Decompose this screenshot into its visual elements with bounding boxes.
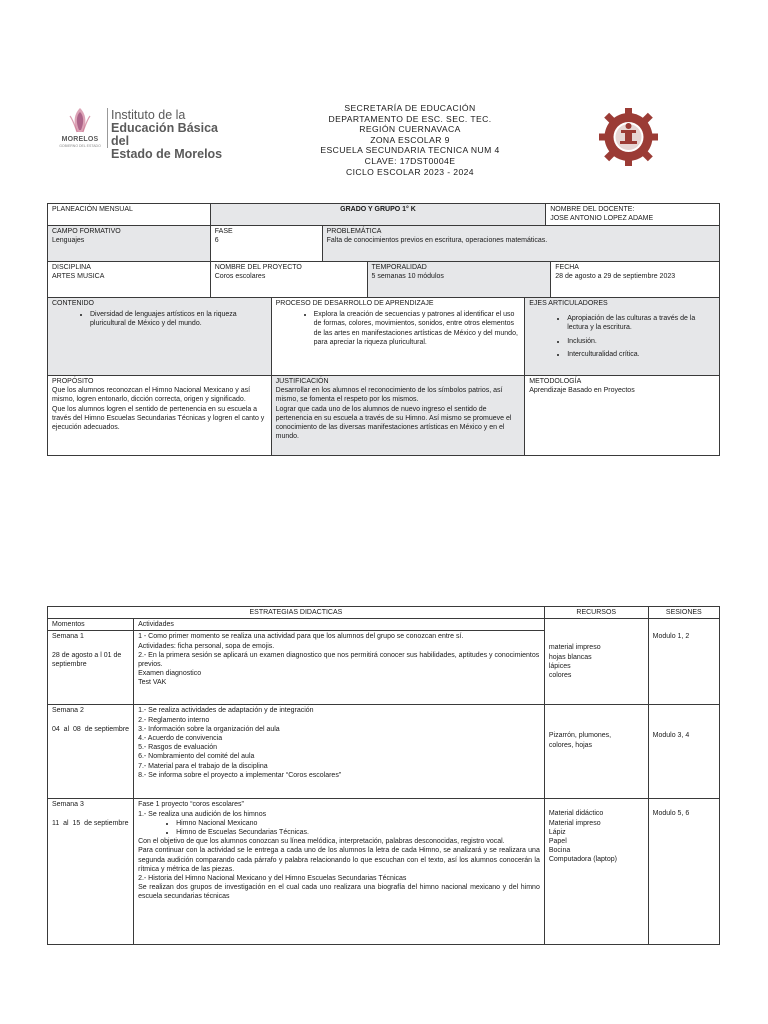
recurso-item: Material impreso — [548, 819, 601, 827]
metodologia-label: METODOLOGÍA — [529, 378, 582, 385]
actividad-line: 8.- Se informa sobre el proyecto a implementar “Coros escolares” — [138, 771, 342, 779]
morelos-emblem-icon — [65, 106, 95, 134]
ejes-cell — [525, 298, 720, 376]
fecha-cell — [551, 262, 720, 298]
header-line: REGIÓN CUERNAVACA — [359, 124, 461, 135]
actividad-line: Se realizan dos grupos de investigación en el cual cada uno realizara una biografía del himno nacional mexicano y del himno escuela secundarias técnicas — [138, 884, 540, 901]
contenido-item: • Diversidad de lenguajes artísticos en la riqueza pluricultural de México y del mundo. — [90, 310, 267, 328]
proceso-list — [276, 310, 521, 347]
fase-label: FASE — [214, 228, 233, 235]
strategies-table — [47, 606, 720, 945]
metodologia-cell — [525, 376, 720, 456]
table-row — [48, 705, 720, 799]
actividades-cell — [134, 705, 545, 799]
grado-grupo: GRADO Y GRUPO 1° K — [210, 204, 545, 226]
actividad-line: 6.- Nombramiento del comité del aula — [138, 753, 255, 761]
planning-table — [47, 203, 720, 226]
semana-label: Semana 2 — [52, 707, 84, 715]
actividad-line: 2.- En la primera sesión se aplicará un examen diagnostico que nos permitirá conocer sus habilidades, aptitudes y conocimientos previos. — [138, 651, 540, 669]
recurso-item: Material didáctico — [548, 810, 604, 818]
semana-label: Semana 3 — [52, 801, 84, 809]
problematica-cell — [322, 226, 719, 262]
proyecto-label: NOMBRE DEL PROYECTO — [214, 264, 302, 271]
actividad-line: 2.- Historia del Himno Nacional Mexicano y del Himno Escuelas Secundarias Técnicas — [138, 875, 407, 883]
metodologia-value: Aprendizaje Basado en Proyectos — [529, 387, 635, 395]
logo-divider — [107, 108, 108, 148]
fecha-value: 28 de agosto a 29 de septiembre 2023 — [555, 273, 676, 281]
planning-row-5 — [47, 375, 720, 456]
momento-cell — [48, 705, 134, 799]
actividad-line: 1.- Se realiza actividades de adaptación y de integración — [138, 707, 314, 715]
proposito-cell — [48, 376, 272, 456]
justificacion-text: Desarrollar en los alumnos el reconocimiento de los símbolos patrios, así mismo, se fomenta el respeto por los mismos. Lograr que cada uno de los alumnos de nuevo ingreso el sentido de pertenencia en su escuela a través de su Himno. Así mismo se promueve el conocimiento de las diversas manifestaciones artísticas en México y en el mundo. — [275, 387, 512, 441]
problematica-label: PROBLEMÁTICA — [326, 228, 382, 235]
sesiones-value: Modulo 5, 6 — [652, 810, 690, 818]
state-name: MORELOS — [61, 136, 99, 143]
semana-fecha: 28 de agosto a l 01 de septiembre — [52, 651, 122, 668]
contenido-list — [52, 310, 267, 328]
justificacion-label: JUSTIFICACIÓN — [275, 378, 329, 385]
semana-label: Semana 1 — [52, 633, 84, 641]
campo-value: Lenguajes — [52, 237, 85, 245]
actividad-line: Examen diagnostico — [138, 670, 202, 678]
actividad-line: 2.- Reglamento interno — [138, 716, 210, 724]
recurso-item: Papel — [548, 838, 567, 846]
actividad-line: 5.- Rasgos de evaluación — [138, 744, 218, 752]
momento-cell — [48, 799, 134, 945]
school-header — [300, 103, 520, 177]
semana-fecha: 04 al 08 de septiembre — [52, 725, 130, 733]
ejes-item: • Interculturalidad crítica. — [567, 350, 715, 359]
campo-cell — [48, 226, 211, 262]
himnos-list — [138, 819, 540, 837]
proposito-text: Que los alumnos reconozcan el Himno Nacional Mexicano y así mismo, logren entonarlo, dicción correcta, origen y significado. Que los alumnos logren el sentido de pertenencia en su escuela a través del Himno Escuelas Secundarias Técnicas y logren el canto y ejecución adecuados. — [52, 387, 265, 432]
actividades-header: Actividades — [134, 619, 545, 631]
actividades-cell — [134, 631, 545, 705]
disciplina-cell — [48, 262, 211, 298]
actividad-line: Test VAK — [138, 679, 167, 687]
ejes-item: • Inclusión. — [567, 337, 715, 346]
sesiones-value: Modulo 3, 4 — [652, 732, 690, 740]
docente-cell — [546, 204, 720, 226]
header-line: SECRETARÍA DE EDUCACIÓN — [344, 103, 476, 113]
docente-value: JOSE ANTONIO LOPEZ ADAME — [550, 215, 654, 223]
recurso-item: colores — [548, 672, 572, 679]
momentos-header: Momentos — [48, 619, 134, 631]
proceso-cell — [271, 298, 525, 376]
proceso-label: PROCESO DE DESARROLLO DE APRENDIZAJE — [275, 300, 434, 307]
proyecto-cell — [210, 262, 367, 298]
header-line: CICLO ESCOLAR 2023 - 2024 — [346, 166, 474, 177]
recurso-item: lápices — [548, 662, 571, 670]
institute-name — [111, 109, 231, 161]
temporalidad-cell — [367, 262, 551, 298]
header-line: ESCUELA SECUNDARIA TECNICA NUM 4 — [320, 145, 500, 156]
institute-line-3: Estado de Morelos — [111, 147, 223, 161]
proceso-item: • Explora la creación de secuencias y patrones al identificar el uso de formas, colores, movimientos, sonidos, entre otros elementos de las artes en manifestaciones artísticas de México y del mundo, para apreciar la riqueza pluricultural. — [314, 310, 521, 347]
docente-label: NOMBRE DEL DOCENTE: — [550, 206, 635, 213]
proposito-label: PROPÓSITO — [52, 378, 94, 385]
problematica-value: Falta de conocimientos previos en escritura, operaciones matemáticas. — [326, 237, 548, 245]
recursos-cell — [544, 619, 648, 705]
recurso-item: material impreso — [548, 644, 601, 652]
himno-item: • Himno Nacional Mexicano — [176, 819, 540, 828]
semana-fecha: 11 al 15 de septiembre — [52, 819, 129, 827]
actividad-line: Actividades: ficha personal, sopa de emojis. — [138, 642, 275, 650]
disciplina-label: DISCIPLINA — [52, 264, 91, 271]
table-row — [48, 799, 720, 945]
sesiones-cell — [648, 619, 719, 705]
header-line: DEPARTAMENTO DE ESC. SEC. TEC. — [328, 113, 492, 124]
ejes-item: • Apropiación de las culturas a través de la lectura y la escritura. — [567, 314, 715, 332]
planning-row-2 — [47, 225, 720, 262]
temporalidad-value: 5 semanas 10 módulos — [371, 273, 444, 281]
actividad-line: 3.- Información sobre la organización del aula — [138, 725, 280, 733]
ejes-list — [529, 314, 715, 359]
actividad-line: Para continuar con la actividad se le entrega a cada uno de los alumnos la letra de cada Himno, se analizará y se realizara una segunda audición comparando cada párrafo y palabra relacionando lo que escuchan con el texto, así los alumnos conocerán la rítmica y métrica de las piezas. — [138, 847, 540, 873]
momento-cell — [48, 631, 134, 705]
recurso-item: Pizarrón, plumones, colores, hojas — [548, 732, 612, 749]
contenido-label: CONTENIDO — [52, 300, 94, 307]
actividad-line: 7.- Material para el trabajo de la disciplina — [138, 762, 268, 770]
actividad-line: Fase 1 proyecto “coros escolares” — [138, 801, 244, 809]
planning-row-3 — [47, 261, 720, 298]
header-line: ZONA ESCOLAR 9 — [370, 134, 450, 145]
school-gear-logo-icon — [596, 106, 661, 168]
planning-row-4 — [47, 297, 720, 376]
proyecto-value: Coros escolares — [214, 273, 266, 281]
recursos-cell — [544, 799, 648, 945]
recurso-item: Lápiz — [548, 828, 566, 836]
state-subtitle: GOBIERNO DEL ESTADO — [59, 144, 101, 148]
actividad-line: 4.- Acuerdo de convivencia — [138, 735, 223, 743]
fecha-label: FECHA — [555, 264, 579, 271]
actividad-line: 1.- Se realiza una audición de los himnos — [138, 810, 267, 818]
recurso-item: hojas blancas — [548, 653, 592, 661]
contenido-cell — [48, 298, 272, 376]
header-line: CLAVE: 17DST0004E — [364, 155, 456, 166]
ejes-label: EJES ARTICULADORES — [529, 300, 608, 307]
fase-cell — [210, 226, 322, 262]
actividades-cell — [134, 799, 545, 945]
campo-label: CAMPO FORMATIVO — [52, 228, 121, 235]
justificacion-cell — [271, 376, 525, 456]
institute-line-1: Instituto de la — [111, 108, 186, 122]
fase-value: 6 — [214, 237, 219, 245]
sesiones-cell — [648, 705, 719, 799]
actividad-line: Con el objetivo de que los alumnos conozcan su línea melódica, interpretación, palabras desconocidas, registro vocal. — [138, 838, 505, 846]
recurso-item: Bocina — [548, 847, 571, 855]
planning-title: PLANEACIÓN MENSUAL — [48, 204, 211, 226]
recurso-item: Computadora (laptop) — [548, 856, 617, 864]
himno-item: • Himno de Escuelas Secundarias Técnicas. — [176, 828, 540, 837]
institute-logo — [55, 106, 225, 161]
recursos-header: RECURSOS — [544, 607, 648, 619]
sesiones-header: SESIONES — [648, 607, 719, 619]
sesiones-value: Modulo 1, 2 — [652, 633, 690, 641]
disciplina-value: ARTES MUSICA — [52, 273, 105, 281]
recursos-cell — [544, 705, 648, 799]
strategies-title: ESTRATEGIAS DIDACTICAS — [48, 607, 545, 619]
temporalidad-label: TEMPORALIDAD — [371, 264, 427, 271]
sesiones-cell — [648, 799, 719, 945]
institute-line-2: Educación Básica del — [111, 121, 218, 148]
actividad-line: 1 - Como primer momento se realiza una actividad para que los alumnos del grupo se conozcan entre sí. — [138, 633, 464, 641]
